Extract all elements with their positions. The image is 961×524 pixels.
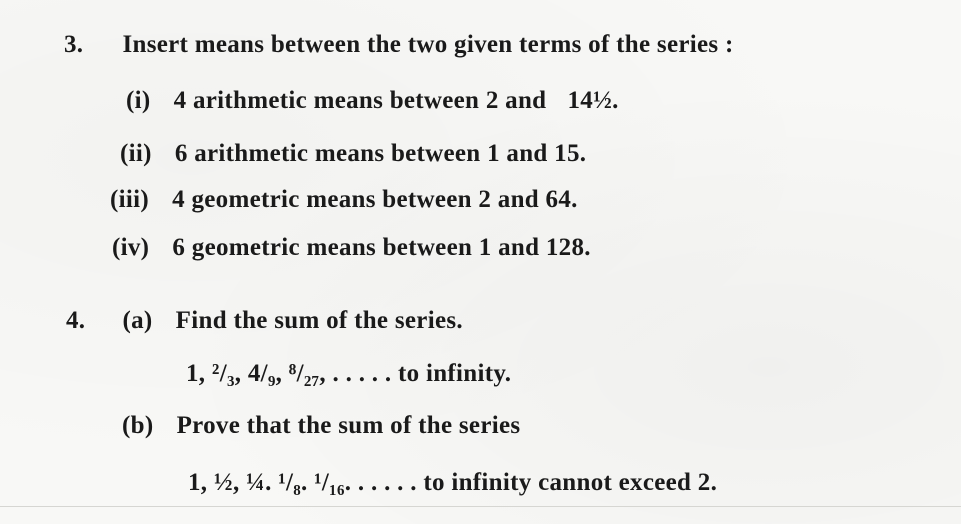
part-label: (a) (122, 307, 153, 334)
q3-item-iv (112, 233, 591, 263)
q3-item-ii (120, 139, 586, 169)
item-label: (iv) (112, 234, 150, 261)
item-text-tail: 14½. (567, 87, 619, 114)
q4-series-b (188, 468, 717, 498)
question-4-part-b (122, 411, 520, 441)
item-text: 6 geometric means between 1 and 128. (172, 234, 591, 261)
item-text: 4 geometric means between 2 and 64. (172, 186, 578, 213)
q3-item-i (126, 86, 619, 116)
question-number: 3. (64, 31, 84, 58)
part-label: (b) (122, 412, 154, 439)
item-label: (iii) (110, 186, 149, 213)
item-text: 6 arithmetic means between 1 and 15. (174, 140, 587, 167)
q4-series-a (186, 359, 511, 389)
question-prompt: Insert means between the two given terms of the series : (122, 31, 734, 58)
q3-item-iii (110, 185, 578, 215)
series-expression: 1, ²/₃, 4/₉, ⁸/₂₇, . . . . . to infinity. (186, 360, 512, 387)
item-label: (ii) (120, 140, 152, 167)
item-label: (i) (126, 87, 151, 114)
page-bottom-edge (0, 506, 961, 507)
question-3-header (64, 30, 734, 60)
series-expression: 1, ½, ¼. ¹/₈. ¹/₁₆. . . . . . to infinity cannot exceed 2. (188, 469, 718, 496)
part-text: Find the sum of the series. (175, 307, 463, 334)
question-4-part-a (66, 306, 463, 336)
question-number: 4. (66, 307, 86, 334)
item-text: 4 arithmetic means between 2 and (173, 87, 547, 114)
part-text: Prove that the sum of the series (176, 412, 521, 439)
